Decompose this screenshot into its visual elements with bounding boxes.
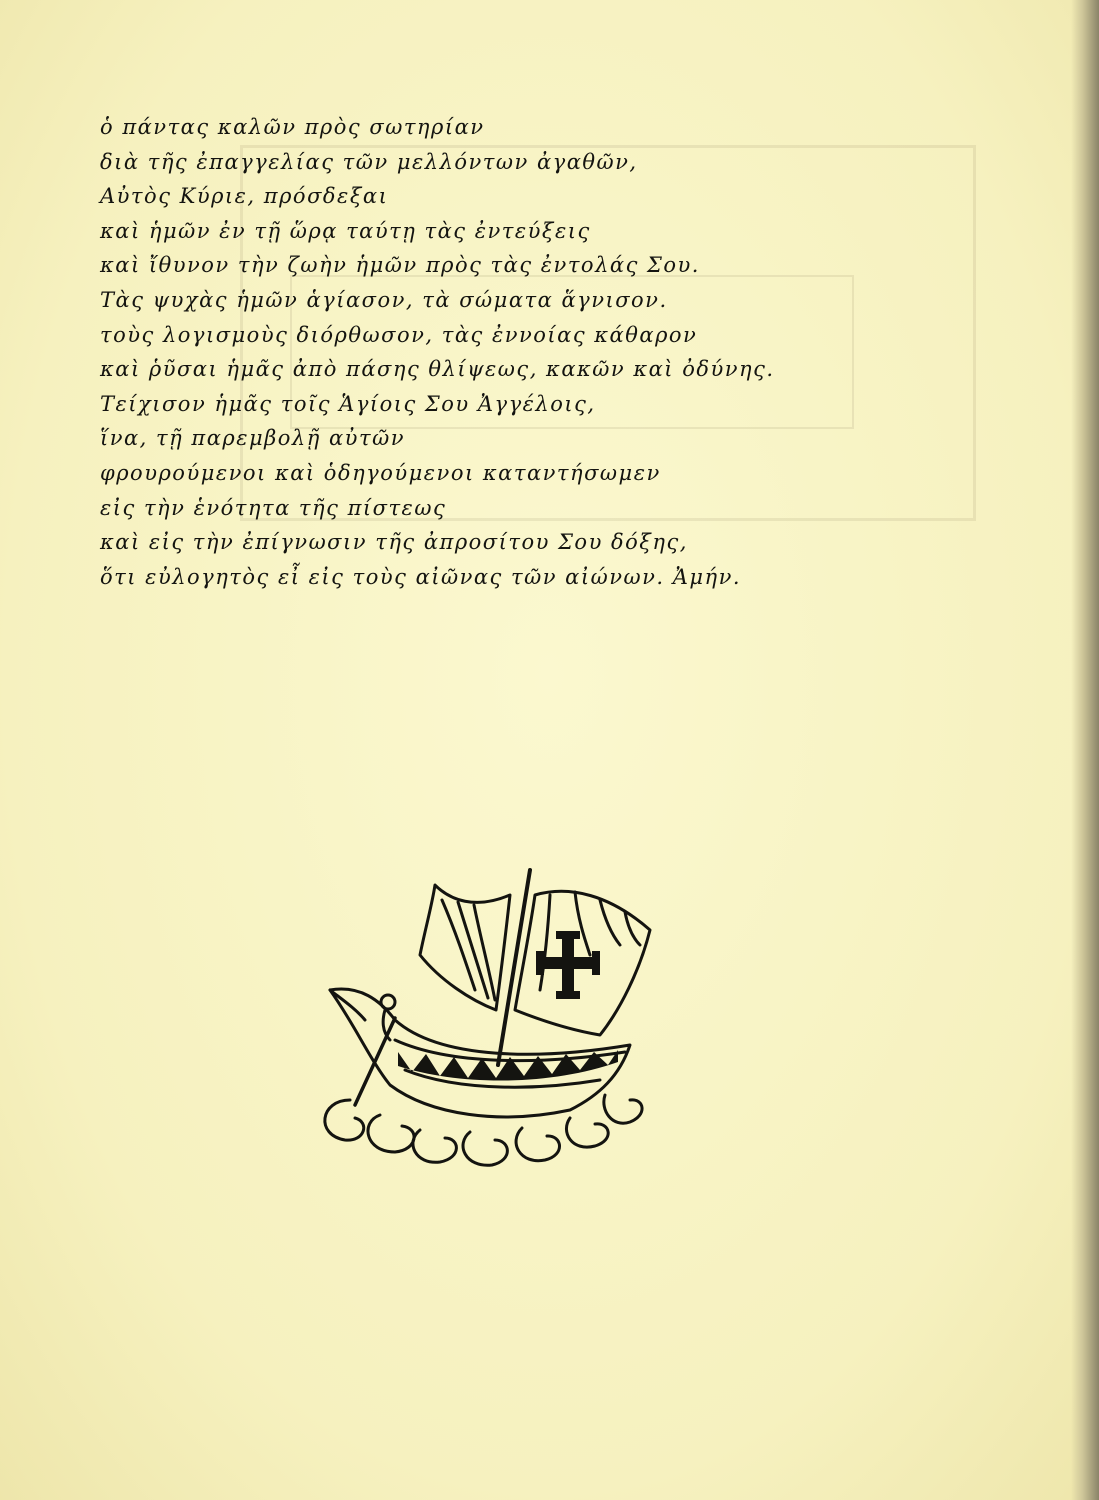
prayer-line: Τὰς ψυχὰς ἡμῶν ἁγίασον, τὰ σώματα ἅγνισον. — [100, 287, 668, 312]
page-edge-shadow — [1071, 0, 1099, 1500]
prayer-line: καὶ ῥῦσαι ἡμᾶς ἀπὸ πάσης θλίψεως, κακῶν καὶ ὀδύνης. — [100, 357, 775, 382]
prayer-text — [100, 110, 800, 594]
prayer-line: ὁ πάντας καλῶν πρὸς σωτηρίαν — [100, 115, 485, 139]
prayer-line: εἰς τὴν ἑνότητα τῆς πίστεως — [100, 495, 447, 520]
prayer-line: καὶ ἡμῶν ἐν τῇ ὥρᾳ ταύτῃ τὰς ἐντεύξεις — [100, 218, 591, 243]
prayer-line: ἵνα, τῇ παρεμβολῇ αὐτῶν — [100, 426, 405, 451]
prayer-line: καὶ ἴθυνον τὴν ζωὴν ἡμῶν πρὸς τὰς ἐντολάς Σου. — [100, 253, 700, 278]
prayer-line: Αὐτὸς Κύριε, πρόσδεξαι — [100, 184, 389, 209]
prayer-line: ὅτι εὐλογητὸς εἶ εἰς τοὺς αἰῶνας τῶν αἰώνων. Ἀμήν. — [100, 564, 742, 589]
prayer-line: Τείχισον ἡμᾶς τοῖς Ἁγίοις Σου Ἀγγέλοις, — [100, 391, 596, 416]
prayer-line: τοὺς λογισμοὺς διόρθωσον, τὰς ἐννοίας κάθαρον — [100, 322, 698, 347]
prayer-line: καὶ εἰς τὴν ἐπίγνωσιν τῆς ἀπροσίτου Σου δόξης, — [100, 530, 688, 555]
prayer-line: διὰ τῆς ἐπαγγελίας τῶν μελλόντων ἀγαθῶν, — [100, 149, 638, 174]
prayer-line: φρουρούμενοι καὶ ὁδηγούμενοι καταντήσωμεν — [100, 460, 661, 485]
ship-icon — [300, 860, 680, 1180]
